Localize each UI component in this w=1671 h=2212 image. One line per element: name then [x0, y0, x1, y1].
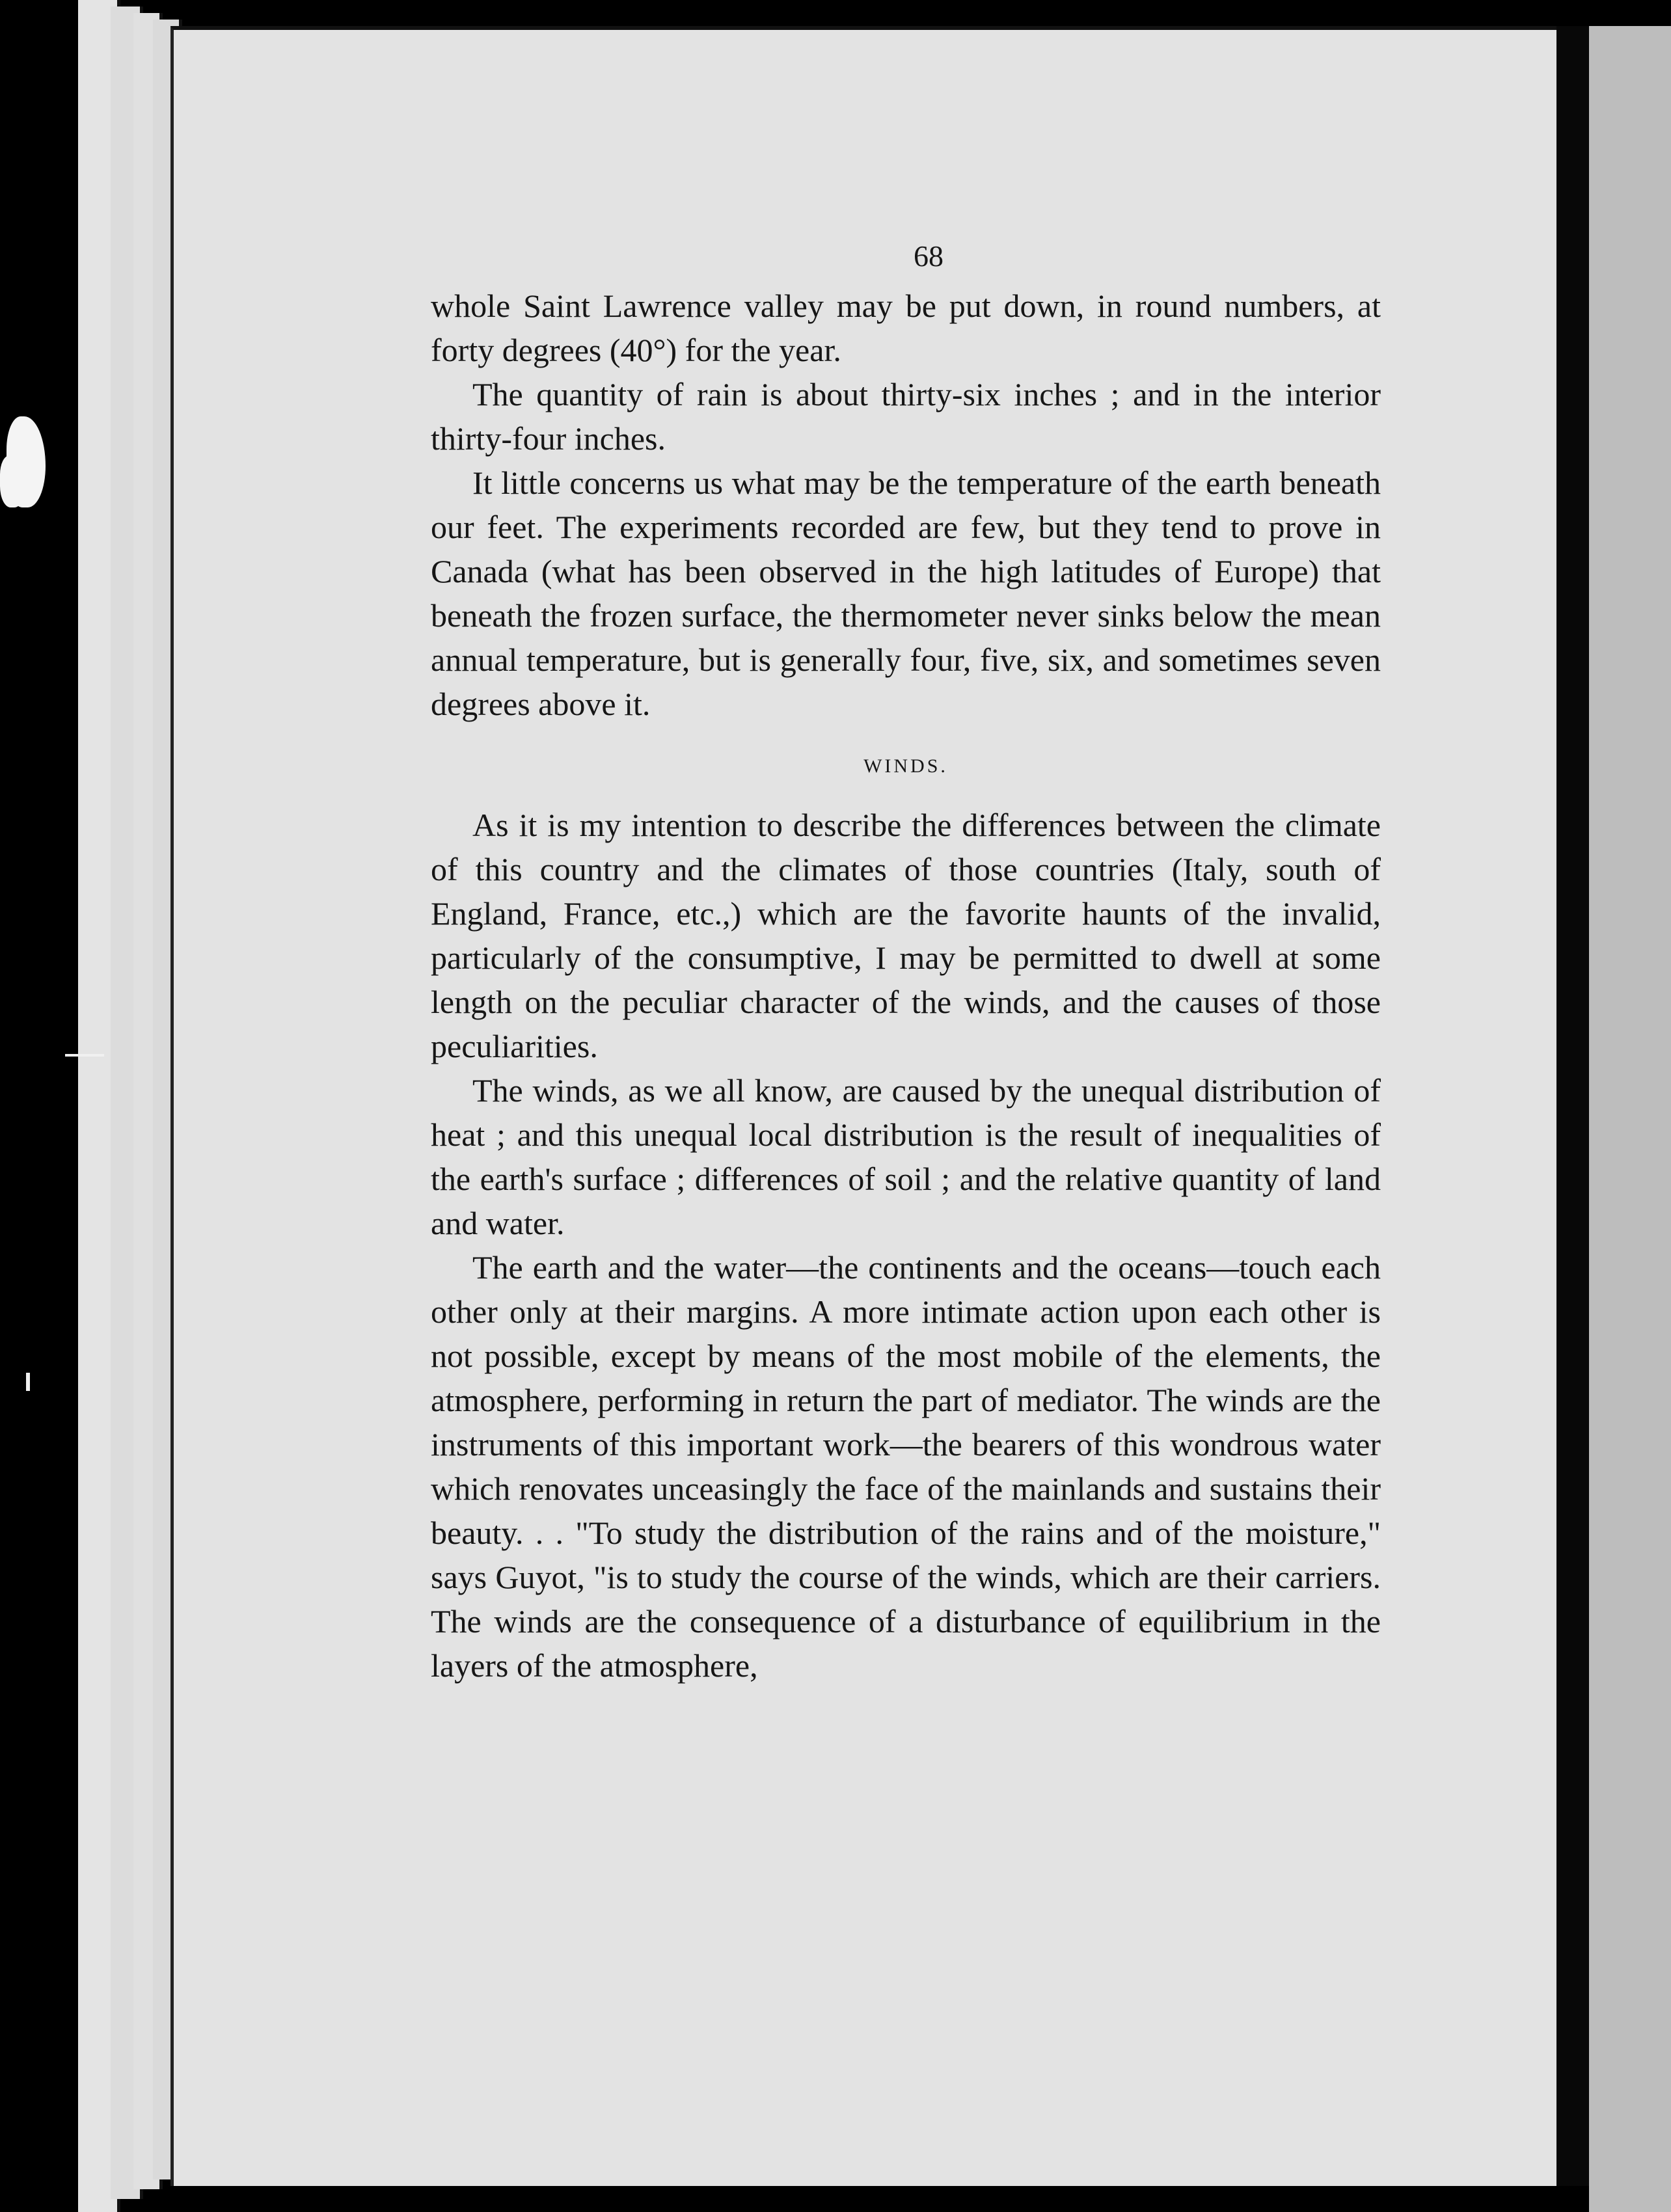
paragraph: The winds, as we all know, are caused by the unequal distribution of heat ; and this unequal local distribution is the result of inequalities of the earth's surface ; differences of soil ; and the relative quantity of land and water.: [431, 1072, 1381, 1241]
section-heading: WINDS.: [863, 755, 948, 777]
facing-page-edge: [1589, 26, 1671, 2212]
page-text: [431, 234, 1381, 1688]
paragraph: It little concerns us what may be the temperature of the earth beneath our feet. The experiments recorded are few, but they tend to prove in Canada (what has been observed in the high latitudes of Europe) that beneath the frozen surface, the thermometer never sinks below the mean annual temperature, but is generally four, five, six, and sometimes seven degrees above it.: [431, 465, 1381, 722]
paragraph: As it is my intention to describe the differences between the climate of this country and the climates of those countries (Italy, south of England, France, etc.,) which are the favorite haunts of the invalid, particularly of the consumptive, I may be permitted to dwell at some length on the peculiar character of the winds, and the causes of those peculiarities.: [431, 807, 1381, 1064]
paragraph: The quantity of rain is about thirty-six inches ; and in the interior thirty-four inches.: [431, 376, 1381, 457]
page-gutter: [1556, 26, 1589, 2186]
page-number: 68: [914, 239, 944, 273]
film-artifact: [65, 1054, 104, 1057]
film-artifact: [26, 1373, 30, 1391]
paragraph: The earth and the water—the continents and the oceans—touch each other only at their margins. A more intimate action upon each other is not possible, except by means of the most mobile of the elements, the atmosphere, performing in return the part of mediator. The winds are the instruments of this important work—the bearers of this wondrous water which renovates unceasingly the face of the mainlands and sustains their beauty. . . "To study the distribution of the rains and of the moisture," says Guyot, "is to study the course of the winds, which are their carriers. The winds are the consequence of a disturbance of equilibrium in the layers of the atmosphere,: [431, 1249, 1381, 1684]
paragraph: whole Saint Lawrence valley may be put down, in round numbers, at forty degrees (40°) for the year.: [431, 288, 1381, 368]
